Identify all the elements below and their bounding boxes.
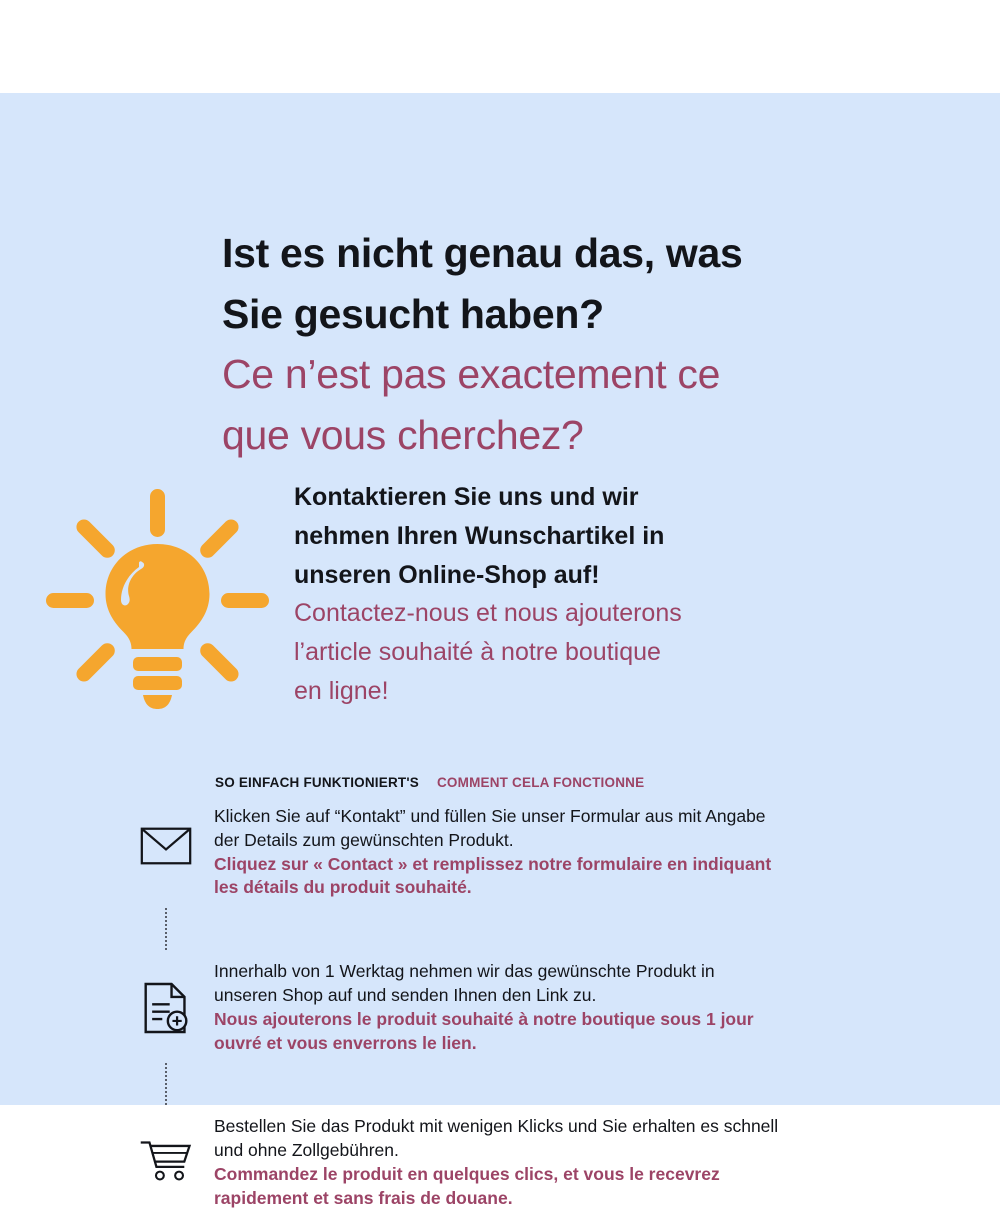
step-de-line1: Innerhalb von 1 Werktag nehmen wir das gewünschte Produkt in: [214, 961, 715, 982]
promo-banner: [0, 93, 1000, 1208]
document-add-icon: [118, 958, 214, 1034]
contact-invitation: [294, 478, 934, 711]
headline-de-line2: Sie gesucht haben?: [222, 290, 604, 337]
howto-label-fr: COMMENT CELA FONCTIONNE: [436, 775, 645, 790]
step-fr-line2: rapidement et sans frais de douane.: [214, 1187, 513, 1208]
step-de-line2: unseren Shop auf und senden Ihnen den Link zu.: [214, 984, 597, 1005]
headline-de-line1: Ist es nicht genau das, was: [222, 230, 743, 276]
step-connector: [118, 900, 214, 958]
list-item: [118, 803, 938, 900]
page-title: [222, 223, 932, 466]
step-fr-line2: les détails du produit souhaité.: [214, 877, 472, 898]
headline-fr-line2: que vous cherchez?: [222, 412, 584, 459]
subhead-de-line3: unseren Online-Shop auf!: [294, 560, 600, 589]
step-fr-line1: Cliquez sur « Contact » et remplissez notre formulaire en indiquant: [214, 853, 772, 874]
howto-label-de: SO EINFACH FUNKTIONIERT'S: [215, 775, 419, 790]
headline-fr-line1: Ce n’est pas exactement ce: [222, 351, 721, 398]
step-connector: [118, 1055, 214, 1113]
subhead-de-line1: Kontaktieren Sie uns und wir: [294, 483, 639, 511]
list-item: [118, 958, 938, 1055]
list-item: [118, 1113, 938, 1210]
step-de-line2: und ohne Zollgebühren.: [214, 1140, 399, 1161]
subhead-fr-line1: Contactez-nous et nous ajouterons: [294, 599, 682, 628]
dotted-line: [165, 1063, 167, 1105]
steps-list: [118, 803, 938, 1211]
envelope-icon: [118, 803, 214, 865]
subhead-de-line2: nehmen Ihren Wunschartikel in: [294, 521, 665, 550]
subhead-fr-line2: l’article souhaité à notre boutique: [294, 638, 661, 666]
shopping-cart-icon: [118, 1113, 214, 1181]
subhead-fr-line3: en ligne!: [294, 676, 389, 705]
step-de-line2: der Details zum gewünschten Produkt.: [214, 829, 514, 850]
step-fr-line1: Commandez le produit en quelques clics, et vous le recevrez: [214, 1163, 720, 1184]
step-de-line1: Klicken Sie auf “Kontakt” und füllen Sie unser Formular aus mit Angabe: [214, 806, 766, 826]
dotted-line: [165, 908, 167, 950]
lightbulb-icon: [38, 481, 276, 719]
step-fr-line1: Nous ajouterons le produit souhaité à notre boutique sous 1 jour: [214, 1008, 754, 1029]
step-fr-line2: ouvré et vous enverrons le lien.: [214, 1032, 477, 1053]
howto-heading: [215, 775, 644, 790]
step-de-line1: Bestellen Sie das Produkt mit wenigen Klicks und Sie erhalten es schnell: [214, 1116, 779, 1137]
